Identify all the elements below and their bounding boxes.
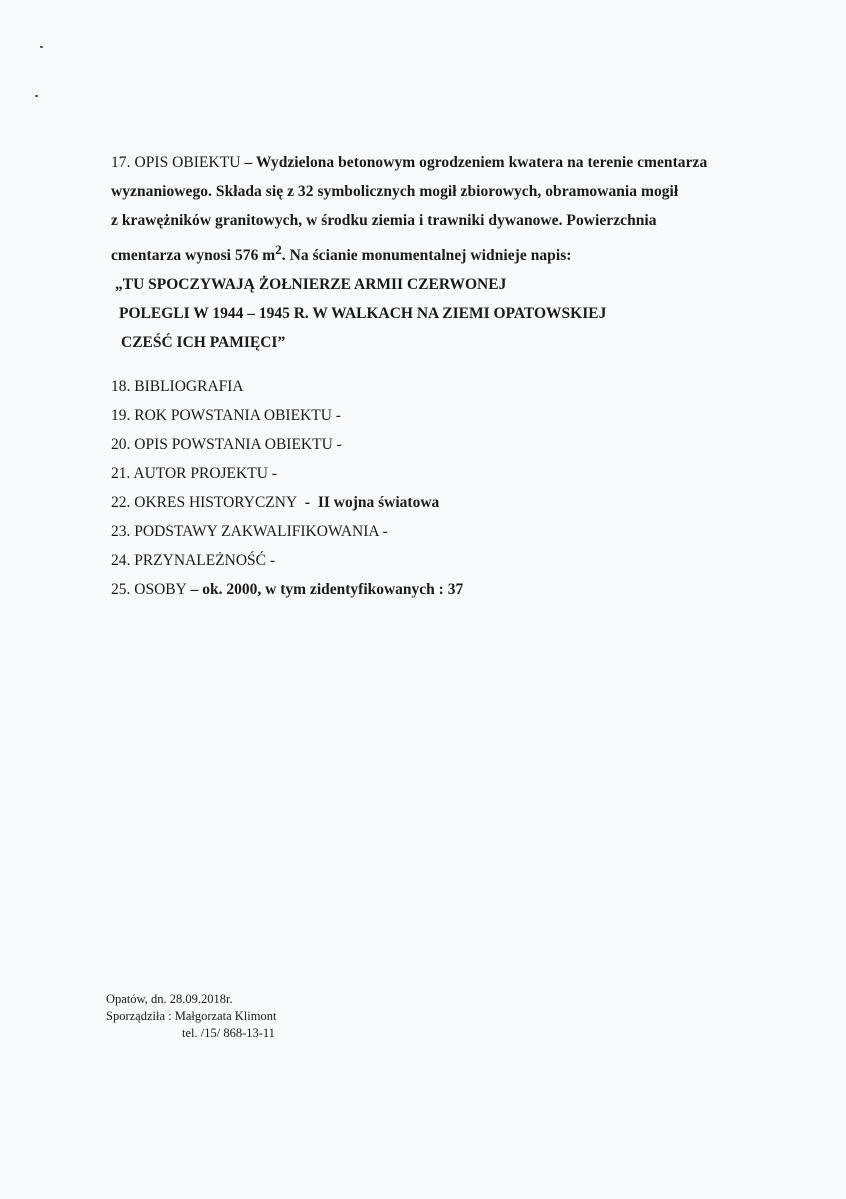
section-17-dash: – bbox=[240, 154, 256, 171]
description-text: Wydzielona betonowym ogrodzeniem kwatera na terenie cmentarza bbox=[255, 154, 708, 171]
item-label: 19. ROK POWSTANIA OBIEKTU - bbox=[111, 407, 341, 424]
list-item bbox=[111, 517, 771, 546]
signature-block bbox=[106, 991, 276, 1042]
inscription-line-3: CZEŚĆ ICH PAMIĘCI” bbox=[121, 334, 286, 352]
inscription-line-2: POLEGLI W 1944 – 1945 R. W WALKACH NA ZIEMI OPATOWSKIEJ bbox=[119, 305, 607, 323]
item-label: 18. BIBLIOGRAFIA bbox=[111, 378, 244, 395]
list-item bbox=[111, 488, 771, 517]
item-separator: – bbox=[186, 581, 203, 598]
area-unit-superscript: 2 bbox=[275, 242, 282, 257]
prepared-by: Sporządziła : Małgorzata Klimont bbox=[106, 1009, 277, 1023]
scan-speck bbox=[40, 46, 43, 48]
place-and-date: Opatów, dn. 28.09.2018r. bbox=[106, 992, 233, 1006]
item-label: 24. PRZYNALEŻNOŚĆ - bbox=[111, 552, 276, 569]
list-item bbox=[111, 430, 771, 459]
item-value: II wojna światowa bbox=[317, 494, 440, 511]
description-line-3: z krawężników granitowych, w środku ziemia i trawniki dywanowe. Powierzchnia bbox=[111, 212, 657, 229]
item-label: 21. AUTOR PROJEKTU - bbox=[111, 465, 277, 482]
item-separator: - bbox=[297, 494, 318, 511]
inscription-line-1: „TU SPOCZYWAJĄ ŻOŁNIERZE ARMII CZERWONEJ bbox=[115, 276, 507, 294]
list-item bbox=[111, 546, 771, 575]
section-17-label: 17. OPIS OBIEKTU bbox=[111, 154, 241, 171]
phone-number: tel. /15/ 868-13-11 bbox=[182, 1026, 275, 1040]
item-value: ok. 2000, w tym zidentyfikowanych : 37 bbox=[202, 581, 464, 598]
description-line-4 bbox=[111, 235, 771, 270]
object-description-section bbox=[111, 148, 771, 357]
inscription-intro: . Na ścianie monumentalnej widnieje napis: bbox=[281, 247, 572, 265]
list-item bbox=[111, 459, 771, 488]
item-label: 20. OPIS POWSTANIA OBIEKTU - bbox=[111, 436, 342, 453]
scan-speck bbox=[35, 95, 38, 97]
list-item bbox=[111, 575, 771, 604]
item-label: 25. OSOBY bbox=[111, 581, 187, 598]
item-label: 22. OKRES HISTORYCZNY bbox=[111, 494, 298, 511]
item-label: 23. PODSTAWY ZAKWALIFIKOWANIA - bbox=[111, 523, 388, 540]
list-item bbox=[111, 372, 771, 401]
attribute-list bbox=[111, 372, 771, 604]
description-line-1 bbox=[111, 148, 771, 177]
area-text: cmentarza wynosi 576 m bbox=[111, 247, 276, 265]
list-item bbox=[111, 401, 771, 430]
description-line-2: wyznaniowego. Składa się z 32 symbolicznych mogił zbiorowych, obramowania mogił bbox=[111, 183, 679, 200]
